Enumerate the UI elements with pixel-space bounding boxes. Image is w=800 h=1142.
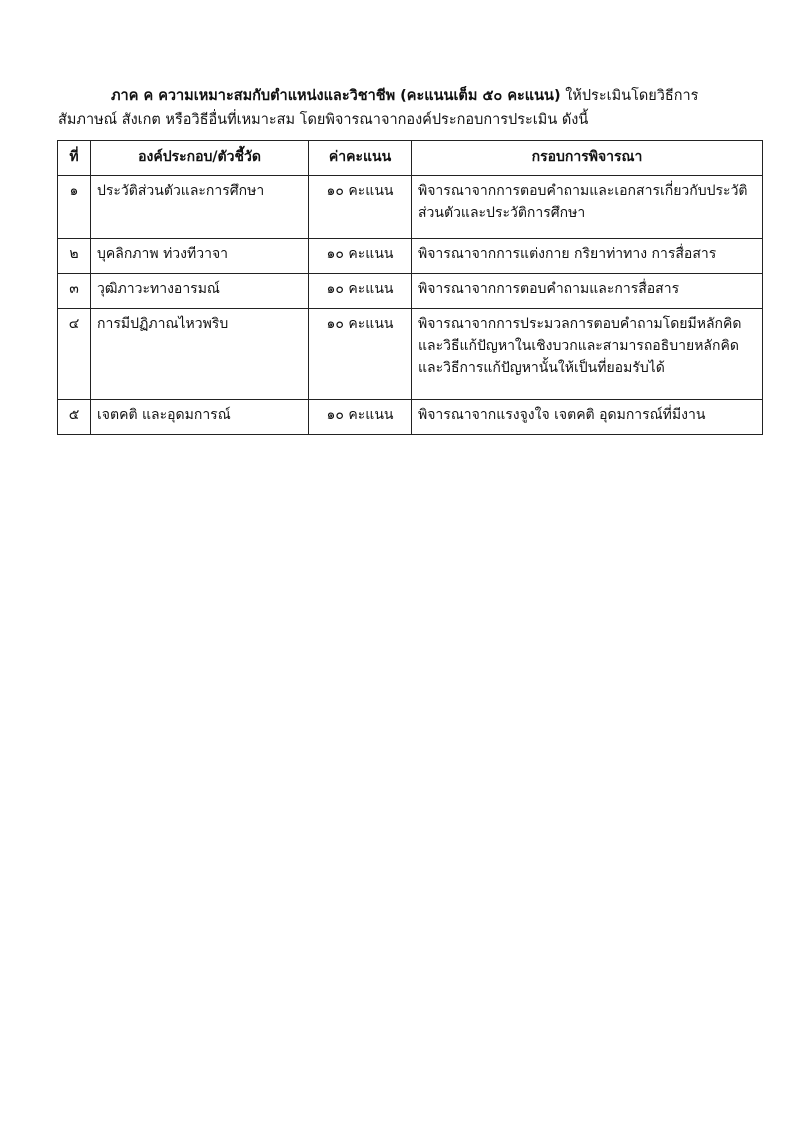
table-row [58,176,763,239]
header-no: ที่ [58,141,91,176]
row-frame: พิจารณาจากการตอบคำถามและการสื่อสาร [412,274,763,309]
row-frame: พิจารณาจากการแต่งกาย กริยาท่าทาง การสื่อสาร [412,239,763,274]
row-no: ๓ [58,274,91,309]
row-item: บุคลิกภาพ ท่วงทีวาจา [91,239,309,274]
row-frame: พิจารณาจากการประมวลการตอบคำถามโดยมีหลักคิดและวิธีแก้ปัญหาในเชิงบวกและสามารถอธิบายหลักคิดและวิธีการแก้ปัญหานั้นให้เป็นที่ยอมรับได้ [412,309,763,400]
row-no: ๕ [58,400,91,435]
assessment-criteria-table [57,140,763,435]
row-score: ๑๐ คะแนน [309,309,412,400]
heading-bold-title: ภาค ค ความเหมาะสมกับตำแหน่งและวิชาชีพ (คะแนนเต็ม ๕๐ คะแนน) [111,88,561,104]
row-item: การมีปฏิภาณไหวพริบ [91,309,309,400]
table-row [58,239,763,274]
header-frame: กรอบการพิจารณา [412,141,763,176]
heading-line-2: สัมภาษณ์ สังเกต หรือวิธีอื่นที่เหมาะสม โดยพิจารณาจากองค์ประกอบการประเมิน ดังนี้ [58,112,589,128]
heading-line-1 [58,84,763,108]
row-no: ๑ [58,176,91,239]
heading-line-1-rest: ให้ประเมินโดยวิธีการ [560,88,699,104]
header-score: ค่าคะแนน [309,141,412,176]
header-item: องค์ประกอบ/ตัวชี้วัด [91,141,309,176]
row-no: ๔ [58,309,91,400]
table-header-row [58,141,763,176]
row-score: ๑๐ คะแนน [309,239,412,274]
table-row [58,400,763,435]
row-frame: พิจารณาจากแรงจูงใจ เจตคติ อุดมการณ์ที่มีงาน [412,400,763,435]
table-row [58,309,763,400]
row-item: เจตคติ และอุดมการณ์ [91,400,309,435]
row-item: ประวัติส่วนตัวและการศึกษา [91,176,309,239]
row-no: ๒ [58,239,91,274]
section-heading [58,84,763,132]
row-score: ๑๐ คะแนน [309,176,412,239]
row-item: วุฒิภาวะทางอารมณ์ [91,274,309,309]
table-row [58,274,763,309]
row-score: ๑๐ คะแนน [309,400,412,435]
row-score: ๑๐ คะแนน [309,274,412,309]
row-frame: พิจารณาจากการตอบคำถามและเอกสารเกี่ยวกับประวัติส่วนตัวและประวัติการศึกษา [412,176,763,239]
